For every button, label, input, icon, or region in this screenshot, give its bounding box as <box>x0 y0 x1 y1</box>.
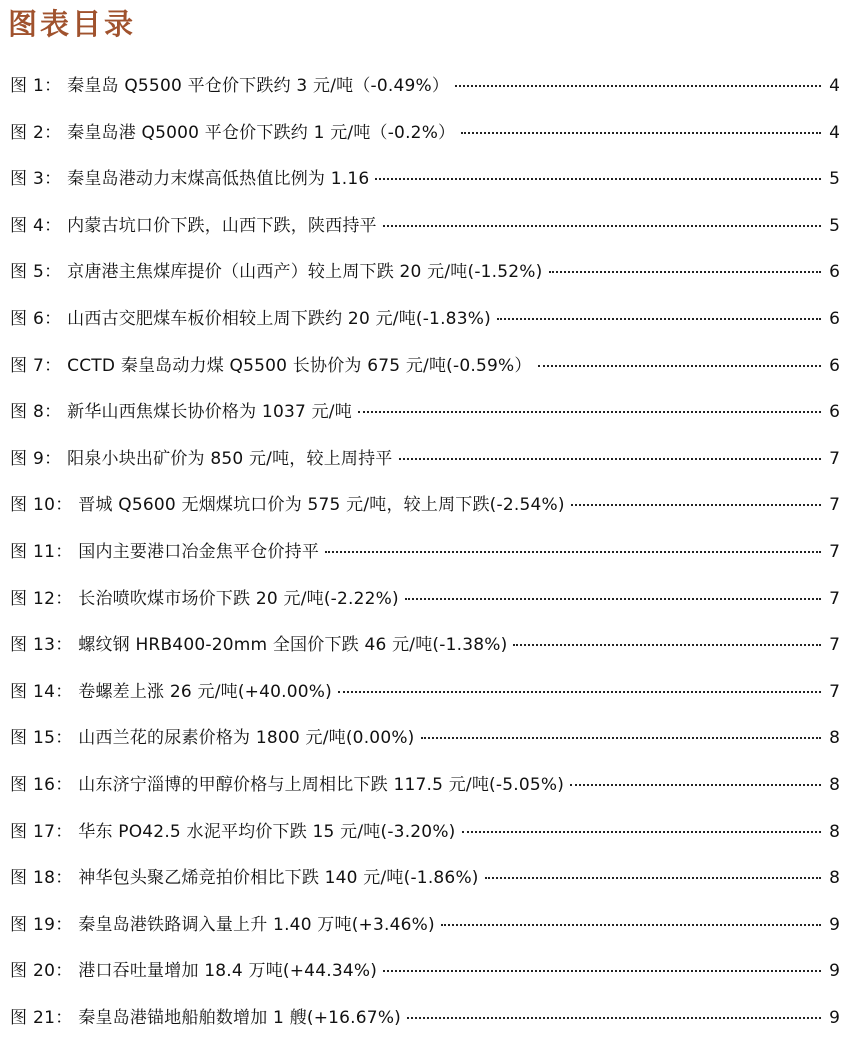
dot-leader <box>383 225 821 227</box>
figure-label: 图 4 <box>10 215 45 236</box>
page-number: 5 <box>829 215 840 236</box>
page-number: 4 <box>829 76 840 96</box>
dot-leader <box>325 551 821 553</box>
figure-label: 图 5 <box>10 262 45 283</box>
figure-caption: 新华山西焦煤长协价格为 1037 元/吨 <box>67 402 352 423</box>
figure-colon: ： <box>55 914 73 935</box>
page-number: 5 <box>829 169 840 190</box>
figure-colon: ： <box>44 76 62 96</box>
page-number: 7 <box>829 635 840 656</box>
dot-leader <box>399 458 822 460</box>
dot-leader <box>497 318 821 320</box>
page-number: 7 <box>829 541 840 562</box>
figure-colon: ： <box>44 448 62 469</box>
dot-leader <box>571 504 821 506</box>
figure-label: 图 12 <box>10 588 56 609</box>
figure-colon: ： <box>44 402 62 423</box>
figure-colon: ： <box>44 355 62 376</box>
figure-label: 图 16 <box>10 774 56 795</box>
page-number: 8 <box>829 728 840 749</box>
figure-label: 图 1 <box>10 76 45 96</box>
toc-entry[interactable] <box>10 819 840 866</box>
figure-caption: CCTD 秦皇岛动力煤 Q5500 长协价为 675 元/吨(-0.59%） <box>67 355 532 376</box>
page-number: 7 <box>829 448 840 469</box>
toc-entry[interactable] <box>10 73 840 120</box>
figure-caption: 山西古交肥煤车板价相较上周下跌约 20 元/吨(-1.83%) <box>67 308 491 329</box>
figure-colon: ： <box>55 588 73 609</box>
figure-caption: 长治喷吹煤市场价下跌 20 元/吨(-2.22%) <box>78 588 399 609</box>
figure-colon: ： <box>55 961 73 982</box>
page-number: 8 <box>829 868 840 889</box>
figure-label: 图 13 <box>10 635 56 656</box>
toc-entry[interactable] <box>10 539 840 586</box>
figure-label: 图 2 <box>10 122 45 143</box>
dot-leader <box>549 271 822 273</box>
figure-caption: 山东济宁淄博的甲醇价格与上周相比下跌 117.5 元/吨(-5.05%) <box>78 774 565 795</box>
toc-entry[interactable] <box>10 213 840 260</box>
figure-caption: 晋城 Q5600 无烟煤坑口价为 575 元/吨，较上周下跌(-2.54%) <box>78 495 565 516</box>
toc-entry[interactable] <box>10 632 840 679</box>
dot-leader <box>462 831 822 833</box>
dot-leader <box>338 691 821 693</box>
figure-caption: 华东 PO42.5 水泥平均价下跌 15 元/吨(-3.20%) <box>78 821 456 842</box>
figure-colon: ： <box>44 169 62 190</box>
dot-leader <box>421 737 822 739</box>
toc-entry[interactable] <box>10 1005 840 1051</box>
dot-leader <box>405 598 821 600</box>
dot-leader <box>570 784 821 786</box>
figure-label: 图 15 <box>10 728 56 749</box>
dot-leader <box>375 178 821 180</box>
toc-entry[interactable] <box>10 446 840 493</box>
toc-entry[interactable] <box>10 772 840 819</box>
figure-colon: ： <box>55 541 73 562</box>
dot-leader <box>485 877 822 879</box>
page-number: 9 <box>829 914 840 935</box>
figure-label: 图 20 <box>10 961 56 982</box>
figure-caption: 秦皇岛港铁路调入量上升 1.40 万吨(+3.46%) <box>78 914 435 935</box>
figure-caption: 秦皇岛港 Q5000 平仓价下跌约 1 元/吨（-0.2%） <box>67 122 456 143</box>
figure-label: 图 11 <box>10 541 56 562</box>
figure-colon: ： <box>44 262 62 283</box>
figure-colon: ： <box>44 308 62 329</box>
figure-colon: ： <box>55 868 73 889</box>
toc-entry[interactable] <box>10 679 840 726</box>
table-of-figures <box>10 73 840 1051</box>
page-title: 图表目录 <box>8 7 137 41</box>
page-number: 9 <box>829 961 840 982</box>
dot-leader <box>461 132 821 134</box>
figure-caption: 秦皇岛 Q5500 平仓价下跌约 3 元/吨（-0.49%） <box>67 76 450 96</box>
figure-colon: ： <box>55 635 73 656</box>
figure-label: 图 19 <box>10 914 56 935</box>
figure-label: 图 10 <box>10 495 56 516</box>
figure-caption: 港口吞吐量增加 18.4 万吨(+44.34%) <box>78 961 378 982</box>
page-number: 6 <box>829 402 840 423</box>
figure-label: 图 7 <box>10 355 45 376</box>
figure-caption: 秦皇岛港锚地船舶数增加 1 艘(+16.67%) <box>78 1007 402 1028</box>
dot-leader <box>538 365 822 367</box>
page-number: 6 <box>829 355 840 376</box>
page-number: 6 <box>829 308 840 329</box>
figure-caption: 神华包头聚乙烯竞拍价相比下跌 140 元/吨(-1.86%) <box>78 868 479 889</box>
figure-caption: 山西兰花的尿素价格为 1800 元/吨(0.00%) <box>78 728 415 749</box>
toc-entry[interactable] <box>10 306 840 353</box>
dot-leader <box>513 644 821 646</box>
toc-entry[interactable] <box>10 586 840 633</box>
toc-entry[interactable] <box>10 865 840 912</box>
page-number: 9 <box>829 1007 840 1028</box>
toc-entry[interactable] <box>10 353 840 400</box>
figure-colon: ： <box>55 1007 73 1028</box>
figure-colon: ： <box>55 774 73 795</box>
dot-leader <box>383 970 821 972</box>
figure-caption: 螺纹钢 HRB400-20mm 全国价下跌 46 元/吨(-1.38%) <box>78 635 508 656</box>
toc-entry[interactable] <box>10 166 840 213</box>
figure-caption: 阳泉小块出矿价为 850 元/吨，较上周持平 <box>67 448 393 469</box>
figure-label: 图 3 <box>10 169 45 190</box>
page-number: 7 <box>829 588 840 609</box>
figure-colon: ： <box>55 821 73 842</box>
toc-entry[interactable] <box>10 958 840 1005</box>
figure-label: 图 17 <box>10 821 56 842</box>
page-number: 8 <box>829 821 840 842</box>
figure-label: 图 8 <box>10 402 45 423</box>
figure-caption: 秦皇岛港动力末煤高低热值比例为 1.16 <box>67 169 370 190</box>
figure-colon: ： <box>44 122 62 143</box>
page-number: 7 <box>829 681 840 702</box>
figure-colon: ： <box>55 728 73 749</box>
figure-colon: ： <box>55 681 73 702</box>
dot-leader <box>455 85 821 87</box>
page-number: 4 <box>829 122 840 143</box>
toc-entry[interactable] <box>10 259 840 306</box>
figure-colon: ： <box>44 215 62 236</box>
figure-colon: ： <box>55 495 73 516</box>
figure-caption: 卷螺差上涨 26 元/吨(+40.00%) <box>78 681 332 702</box>
toc-entry[interactable] <box>10 492 840 539</box>
dot-leader <box>407 1017 821 1019</box>
dot-leader <box>441 924 821 926</box>
figure-label: 图 14 <box>10 681 56 702</box>
figure-caption: 京唐港主焦煤库提价（山西产）较上周下跌 20 元/吨(-1.52%) <box>67 262 543 283</box>
figure-label: 图 21 <box>10 1007 56 1028</box>
toc-entry[interactable] <box>10 399 840 446</box>
dot-leader <box>358 411 821 413</box>
figure-label: 图 6 <box>10 308 45 329</box>
page-number: 8 <box>829 774 840 795</box>
page-number: 7 <box>829 495 840 516</box>
toc-entry[interactable] <box>10 912 840 959</box>
toc-entry[interactable] <box>10 120 840 167</box>
figure-label: 图 18 <box>10 868 56 889</box>
figure-label: 图 9 <box>10 448 45 469</box>
figure-caption: 国内主要港口冶金焦平仓价持平 <box>78 541 320 562</box>
toc-entry[interactable] <box>10 725 840 772</box>
figure-caption: 内蒙古坑口价下跌，山西下跌，陕西持平 <box>67 215 377 236</box>
page-number: 6 <box>829 262 840 283</box>
